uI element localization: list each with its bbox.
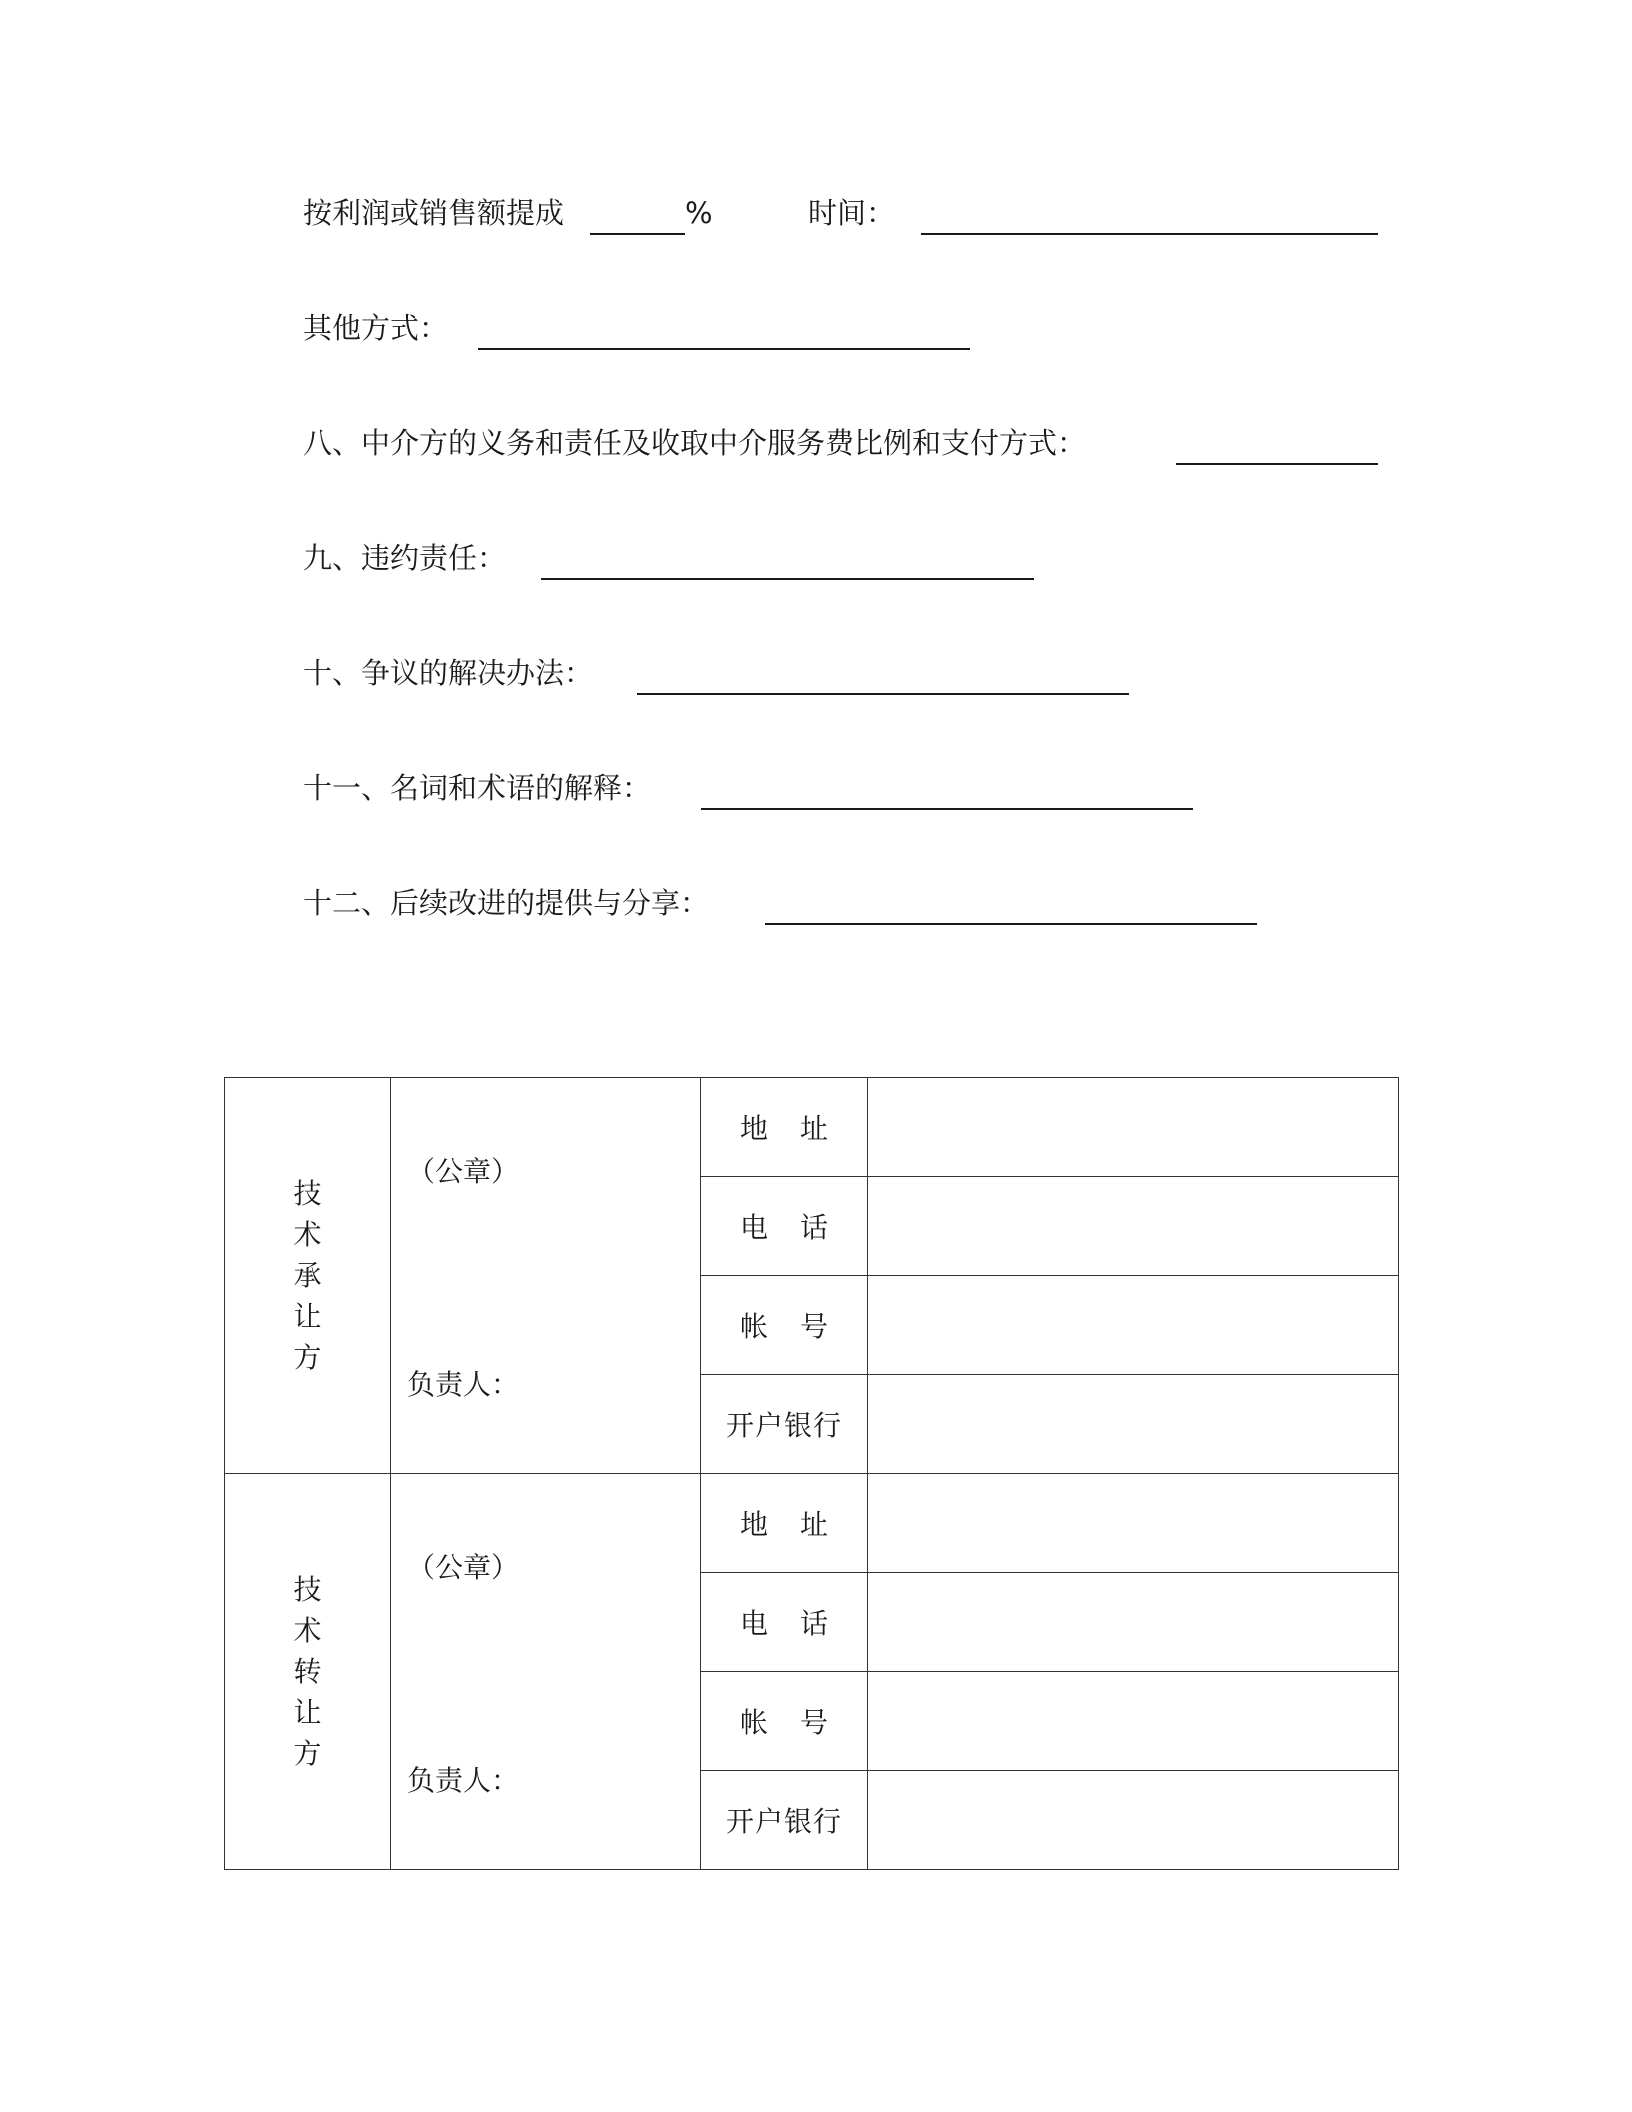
- time-label: 时间：: [808, 196, 896, 230]
- field-label-account: 帐号: [701, 1276, 868, 1375]
- party-name-cell: [225, 1474, 391, 1870]
- signature-table: [224, 1077, 1399, 1870]
- breach-blank[interactable]: [541, 578, 1034, 580]
- field-value-bank[interactable]: [868, 1375, 1399, 1474]
- improvements-blank[interactable]: [765, 923, 1257, 925]
- field-value-address[interactable]: [868, 1474, 1399, 1573]
- time-blank[interactable]: [921, 233, 1378, 235]
- field-label-address: 地址: [701, 1474, 868, 1573]
- field-label-account: 帐号: [701, 1672, 868, 1771]
- field-label-bank: 开户银行: [701, 1771, 868, 1870]
- seal-label: （公章）: [407, 1155, 520, 1188]
- royalty-percent-blank[interactable]: [590, 233, 685, 235]
- other-method-label: 其他方式：: [303, 311, 449, 345]
- seal-cell[interactable]: [391, 1078, 701, 1474]
- party-name: 技术转让方: [293, 1573, 322, 1770]
- dispute-label: 十、争议的解决办法：: [303, 656, 594, 690]
- field-value-bank[interactable]: [868, 1771, 1399, 1870]
- terms-blank[interactable]: [701, 808, 1193, 810]
- intermediary-blank[interactable]: [1176, 463, 1378, 465]
- intermediary-label: 八、中介方的义务和责任及收取中介服务费比例和支付方式：: [303, 426, 1087, 460]
- party-name-cell: [225, 1078, 391, 1474]
- seal-label: （公章）: [407, 1551, 520, 1584]
- field-label-bank: 开户银行: [701, 1375, 868, 1474]
- other-method-blank[interactable]: [478, 348, 970, 350]
- table-row: [225, 1474, 1399, 1573]
- field-value-account[interactable]: [868, 1672, 1399, 1771]
- party-name: 技术承让方: [293, 1177, 322, 1374]
- field-label-address: 地址: [701, 1078, 868, 1177]
- table-row: [225, 1078, 1399, 1177]
- field-value-phone[interactable]: [868, 1177, 1399, 1276]
- field-value-phone[interactable]: [868, 1573, 1399, 1672]
- field-label-phone: 电话: [701, 1177, 868, 1276]
- breach-label: 九、违约责任：: [303, 541, 507, 575]
- dispute-blank[interactable]: [637, 693, 1129, 695]
- field-label-phone: 电话: [701, 1573, 868, 1672]
- improvements-label: 十二、后续改进的提供与分享：: [303, 886, 710, 920]
- owner-label: 负责人：: [407, 1764, 520, 1797]
- field-value-account[interactable]: [868, 1276, 1399, 1375]
- owner-label: 负责人：: [407, 1368, 520, 1401]
- percent-sign: %: [685, 196, 713, 230]
- royalty-label: 按利润或销售额提成: [303, 196, 565, 230]
- field-value-address[interactable]: [868, 1078, 1399, 1177]
- terms-label: 十一、名词和术语的解释：: [303, 771, 652, 805]
- seal-cell[interactable]: [391, 1474, 701, 1870]
